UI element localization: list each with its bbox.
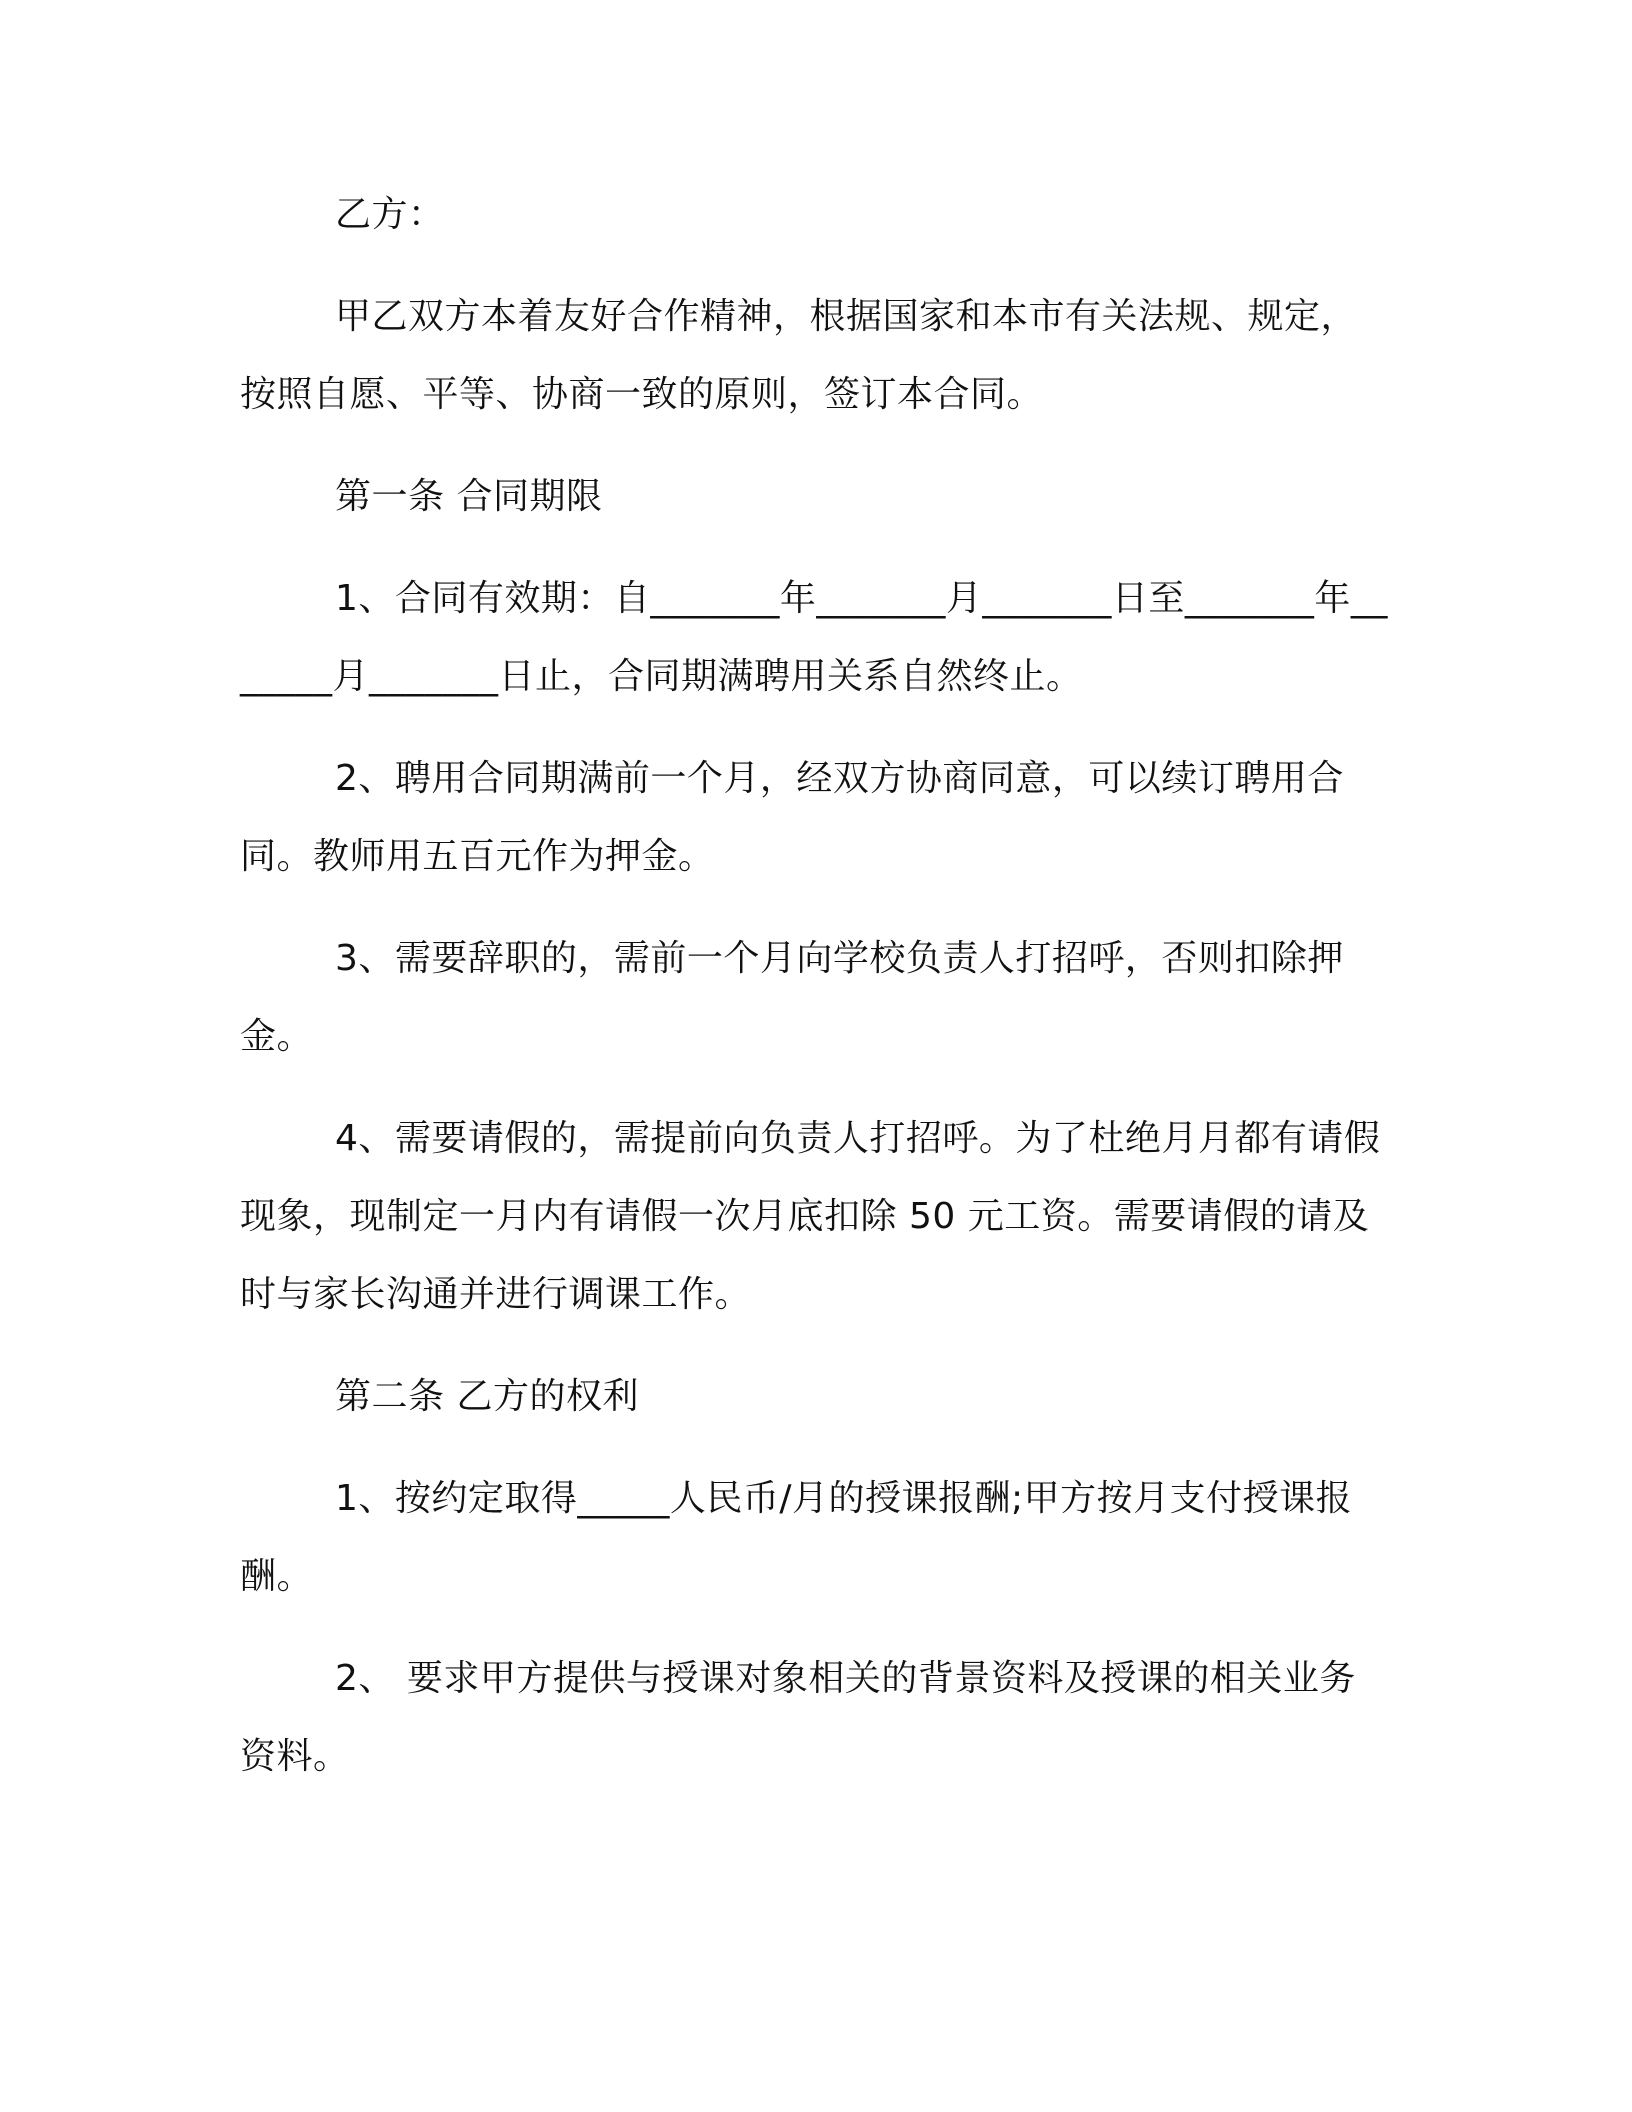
article-2-heading: 第二条 乙方的权利 bbox=[335, 1376, 639, 1417]
article-1-clause-2: 2、聘用合同期满前一个月，经双方协商同意，可以续订聘用合同。教师用五百元作为押金。 bbox=[240, 758, 1344, 877]
article-1-clause-3: 3、需要辞职的，需前一个月向学校负责人打招呼，否则扣除押金。 bbox=[240, 938, 1344, 1057]
document-body bbox=[240, 176, 1390, 1820]
article-1-clause-1: 1、合同有效期：自_______年_______月_______日至_______年_______月_______日止，合同期满聘用关系自然终止。 bbox=[240, 578, 1388, 697]
article-1-heading: 第一条 合同期限 bbox=[335, 476, 603, 517]
article-2-clause-2: 2、 要求甲方提供与授课对象相关的背景资料及授课的相关业务资料。 bbox=[240, 1658, 1356, 1777]
preamble-paragraph: 甲乙双方本着友好合作精神，根据国家和本市有关法规、规定，按照自愿、平等、协商一致的原则，签订本合同。 bbox=[240, 296, 1358, 415]
party-b-line: 乙方： bbox=[335, 194, 445, 235]
article-1-clause-4: 4、需要请假的，需提前向负责人打招呼。为了杜绝月月都有请假现象，现制定一月内有请假一次月底扣除 50 元工资。需要请假的请及时与家长沟通并进行调课工作。 bbox=[240, 1118, 1381, 1315]
article-2-clause-1: 1、按约定取得_____人民币/月的授课报酬;甲方按月支付授课报酬。 bbox=[240, 1478, 1353, 1597]
